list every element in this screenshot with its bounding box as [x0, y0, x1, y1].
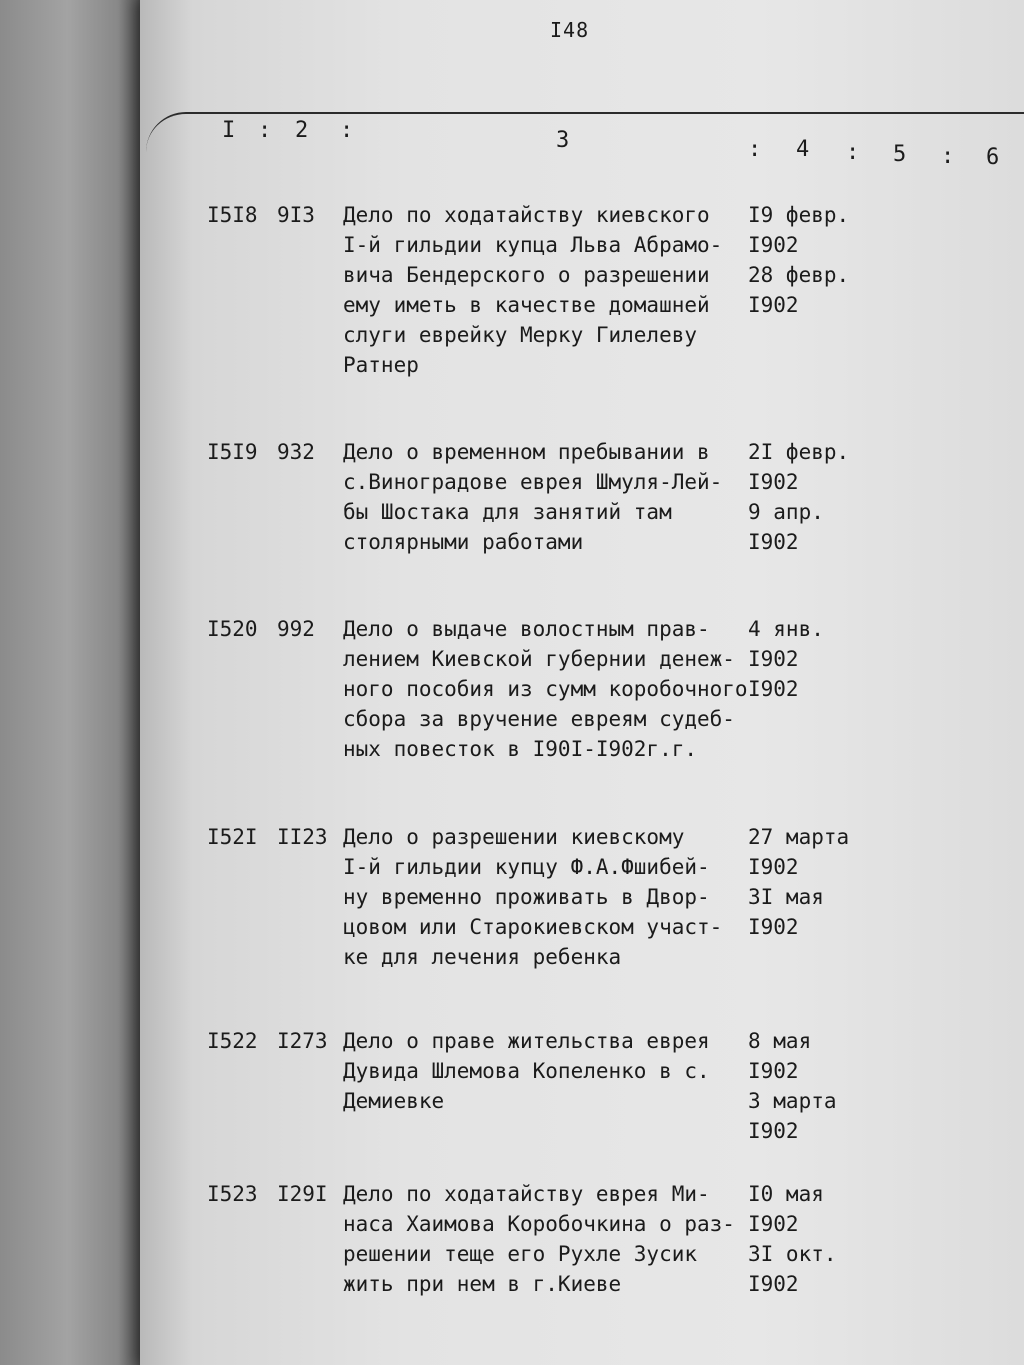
date-line: 28 февр. [748, 263, 850, 287]
date-line: 2I февр. [748, 440, 850, 464]
case-title-line: лением Киевской губернии денеж- [343, 647, 735, 671]
col-header-sep: : [258, 118, 274, 143]
date-line: 9 апр. [748, 500, 824, 524]
case-title-line: жить при нем в г.Киеве [343, 1272, 622, 1296]
entry-number: I5I8 [207, 203, 258, 227]
case-title-line: ке для лечения ребенка [343, 945, 622, 969]
case-dates [748, 822, 898, 942]
case-title [343, 1026, 753, 1116]
case-title-line: ну временно проживать в Двор- [343, 885, 710, 909]
case-dates [748, 1179, 898, 1299]
case-title-line: Демиевке [343, 1089, 445, 1113]
col-header-sep: : [846, 140, 862, 165]
case-title [343, 822, 753, 972]
page-number: I48 [550, 18, 590, 42]
case-dates [748, 614, 898, 704]
date-line: I902 [748, 1059, 799, 1083]
case-dates [748, 1026, 898, 1146]
file-number: I273 [277, 1029, 328, 1053]
date-line: I902 [748, 855, 799, 879]
case-title-line: бы Шостака для занятий там [343, 500, 672, 524]
case-title-line: наса Хаимова Коробочкина о раз- [343, 1212, 735, 1236]
file-number: 992 [277, 617, 315, 641]
case-title [343, 200, 753, 380]
date-line: I902 [748, 647, 799, 671]
entry-number: I52I [207, 825, 258, 849]
col-header-6: 6 [986, 145, 1002, 170]
case-title-line: Дело о временном пребывании в [343, 440, 710, 464]
file-number: 932 [277, 440, 315, 464]
col-header-sep: : [340, 118, 356, 143]
case-title-line: Дувида Шлемова Копеленко в с. [343, 1059, 710, 1083]
date-line: I9 февр. [748, 203, 850, 227]
col-header-1: I [222, 118, 238, 143]
case-title-line: Дело по ходатайству еврея Ми- [343, 1182, 710, 1206]
file-number: 9I3 [277, 203, 315, 227]
case-title-line: Дело по ходатайству киевского [343, 203, 710, 227]
col-header-sep: : [748, 137, 764, 162]
case-title [343, 437, 753, 557]
col-header-2: 2 [295, 118, 311, 143]
case-title [343, 1179, 753, 1299]
date-line: 3I мая [748, 885, 824, 909]
date-line: I902 [748, 915, 799, 939]
case-title [343, 614, 753, 764]
col-header-5: 5 [893, 142, 909, 167]
case-title-line: слуги еврейку Мерку Гилелеву [343, 323, 698, 347]
date-line: 4 янв. [748, 617, 824, 641]
entry-number: I520 [207, 617, 258, 641]
case-title-line: цовом или Старокиевском участ- [343, 915, 723, 939]
case-title-line: I-й гильдии купцу Ф.А.Фшибей- [343, 855, 710, 879]
date-line: I0 мая [748, 1182, 824, 1206]
date-line: I902 [748, 1212, 799, 1236]
case-title-line: вича Бендерского о разрешении [343, 263, 710, 287]
case-title-line: Ратнер [343, 353, 419, 377]
case-title-line: Дело о праве жительства еврея [343, 1029, 710, 1053]
case-dates [748, 437, 898, 557]
case-title-line: решении теще его Рухле Зусик [343, 1242, 698, 1266]
case-title-line: сбора за вручение евреям судеб- [343, 707, 735, 731]
date-line: I902 [748, 293, 799, 317]
date-line: 3 марта [748, 1089, 837, 1113]
date-line: I902 [748, 1119, 799, 1143]
date-line: I902 [748, 677, 799, 701]
case-title-line: ных повесток в I90I-I902г.г. [343, 737, 698, 761]
file-number: I29I [277, 1182, 328, 1206]
case-dates [748, 200, 898, 320]
case-title-line: ного пособия из сумм коробочного [343, 677, 748, 701]
date-line: I902 [748, 530, 799, 554]
case-title-line: Дело о выдаче волостным прав- [343, 617, 710, 641]
entry-number: I522 [207, 1029, 258, 1053]
date-line: I902 [748, 470, 799, 494]
date-line: 3I окт. [748, 1242, 837, 1266]
col-header-4: 4 [796, 137, 812, 162]
date-line: 8 мая [748, 1029, 812, 1053]
col-header-sep: : [941, 144, 957, 169]
file-number: II23 [277, 825, 328, 849]
date-line: 27 марта [748, 825, 850, 849]
case-title-line: ему иметь в качестве домашней [343, 293, 710, 317]
entry-number: I5I9 [207, 440, 258, 464]
date-line: I902 [748, 233, 799, 257]
case-title-line: столярными работами [343, 530, 584, 554]
entry-number: I523 [207, 1182, 258, 1206]
date-line: I902 [748, 1272, 799, 1296]
case-title-line: Дело о разрешении киевскому [343, 825, 685, 849]
col-header-3: 3 [556, 128, 572, 153]
case-title-line: I-й гильдии купца Льва Абрамо- [343, 233, 723, 257]
case-title-line: с.Виноградове еврея Шмуля-Лей- [343, 470, 723, 494]
